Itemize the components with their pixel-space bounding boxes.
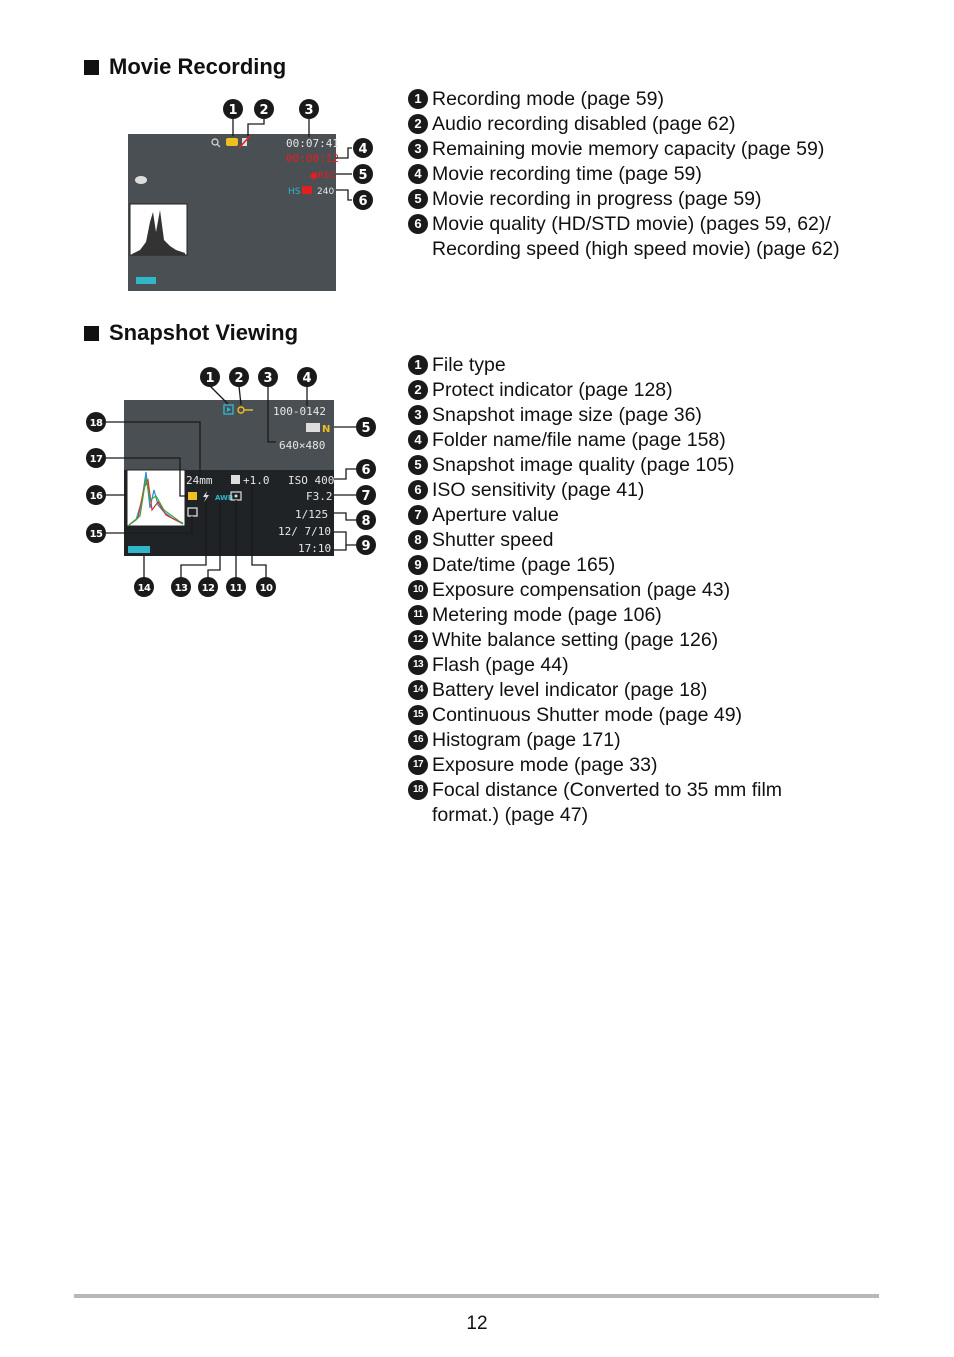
square-bullet-icon — [84, 326, 99, 341]
item-description: Date/time (page 165) — [432, 554, 616, 576]
callout-7 — [356, 485, 376, 505]
list-item — [408, 212, 840, 262]
snapshot-viewing-heading — [84, 320, 298, 346]
movie-recording-heading — [84, 54, 286, 80]
aperture-text: F3.2 — [306, 490, 333, 503]
callout-3 — [299, 99, 319, 119]
exposure-comp-text: +1.0 — [243, 474, 270, 487]
callout-4 — [297, 367, 317, 387]
svg-text:5: 5 — [361, 421, 371, 436]
list-item — [408, 503, 782, 528]
snapshot-viewing-list — [408, 353, 782, 828]
callout-1 — [223, 99, 243, 119]
svg-text:18: 18 — [89, 418, 103, 429]
item-number-badge: 5 — [408, 189, 428, 209]
item-description: Continuous Shutter mode (page 49) — [432, 704, 743, 726]
item-number-badge: 3 — [408, 139, 428, 159]
item-number-badge: 2 — [408, 114, 428, 134]
svg-text:13: 13 — [174, 583, 188, 594]
callout-4 — [353, 138, 373, 158]
callout-17 — [86, 448, 106, 468]
item-number-badge: 18 — [408, 780, 428, 800]
list-item — [408, 578, 782, 603]
battery-icon — [128, 546, 150, 553]
list-item — [408, 112, 840, 137]
item-description: Aperture value — [432, 504, 559, 526]
movie-recording-diagram — [80, 92, 380, 298]
svg-text:8: 8 — [361, 514, 371, 529]
item-number-badge: 1 — [408, 355, 428, 375]
list-item — [408, 137, 840, 162]
item-description: White balance setting (page 126) — [432, 629, 719, 651]
item-description: Focal distance (Converted to 35 mm film format.) (page 47) — [432, 779, 783, 826]
svg-text:1: 1 — [228, 103, 238, 118]
snapshot-viewing-diagram — [80, 360, 390, 605]
svg-text:16: 16 — [89, 491, 103, 502]
item-description: Movie recording time (page 59) — [432, 163, 702, 185]
item-number-badge: 3 — [408, 405, 428, 425]
battery-icon — [136, 277, 156, 284]
list-item — [408, 653, 782, 678]
item-description: Snapshot image quality (page 105) — [432, 454, 735, 476]
item-number-badge: 2 — [408, 380, 428, 400]
svg-text:2: 2 — [234, 371, 244, 386]
item-number-badge: 16 — [408, 730, 428, 750]
file-name-text: 100-0142 — [273, 405, 326, 418]
svg-text:6: 6 — [361, 463, 371, 478]
callout-15 — [86, 523, 106, 543]
item-number-badge: 10 — [408, 580, 428, 600]
callout-3 — [258, 367, 278, 387]
snapshot-viewing-title: Snapshot Viewing — [109, 320, 299, 345]
exposure-comp-icon — [231, 475, 240, 484]
exposure-mode-icon — [188, 492, 197, 500]
focal-text: 24mm — [186, 474, 213, 487]
svg-text:11: 11 — [229, 583, 243, 594]
item-number-badge: 17 — [408, 755, 428, 775]
list-item — [408, 187, 840, 212]
movie-recording-title: Movie Recording — [109, 54, 287, 79]
svg-text:12: 12 — [201, 583, 215, 594]
svg-text:15: 15 — [89, 529, 103, 540]
callout-10 — [256, 577, 276, 597]
item-description: ISO sensitivity (page 41) — [432, 479, 645, 501]
callout-9 — [356, 535, 376, 555]
stabilizer-icon — [135, 176, 147, 184]
item-description: Protect indicator (page 128) — [432, 379, 673, 401]
item-description: Histogram (page 171) — [432, 729, 621, 751]
item-number-badge: 8 — [408, 530, 428, 550]
square-bullet-icon — [84, 60, 99, 75]
item-number-badge: 11 — [408, 605, 428, 625]
item-number-badge: 5 — [408, 455, 428, 475]
speed-text: 240 — [317, 187, 335, 197]
recording-mode-icon — [226, 138, 238, 146]
list-item — [408, 703, 782, 728]
image-size-text: 640×480 — [279, 439, 326, 452]
list-item — [408, 403, 782, 428]
quality-badge-text: N — [322, 424, 331, 435]
callout-2 — [229, 367, 249, 387]
callout-14 — [134, 577, 154, 597]
list-item — [408, 87, 840, 112]
svg-text:1: 1 — [205, 371, 215, 386]
item-description: Movie quality (HD/STD movie) (pages 59, 62)/ Recording speed (high speed movie) (page 62) — [432, 213, 840, 260]
item-description: Exposure mode (page 33) — [432, 754, 658, 776]
histogram — [130, 204, 187, 255]
item-number-badge: 15 — [408, 705, 428, 725]
list-item — [408, 678, 782, 703]
item-description: Remaining movie memory capacity (page 59) — [432, 138, 825, 160]
time-remaining-text: 00:07:41 — [286, 137, 339, 150]
item-number-badge: 6 — [408, 480, 428, 500]
svg-text:5: 5 — [358, 168, 368, 183]
quality-text: HS — [288, 187, 301, 197]
list-item — [408, 553, 782, 578]
item-description: Shutter speed — [432, 529, 554, 551]
iso-text: ISO 400 — [288, 474, 335, 487]
list-item — [408, 528, 782, 553]
list-item — [408, 378, 782, 403]
item-description: Exposure compensation (page 43) — [432, 579, 731, 601]
item-description: Metering mode (page 106) — [432, 604, 662, 626]
quality-badge-icon — [302, 186, 312, 194]
item-description: Folder name/file name (page 158) — [432, 429, 726, 451]
item-description: Recording mode (page 59) — [432, 88, 664, 110]
list-item — [408, 778, 782, 828]
wb-text: AWB — [215, 494, 234, 502]
item-number-badge: 6 — [408, 214, 428, 234]
svg-text:10: 10 — [259, 583, 273, 594]
callout-18 — [86, 412, 106, 432]
item-description: Audio recording disabled (page 62) — [432, 113, 736, 135]
callout-12 — [198, 577, 218, 597]
quality-badge-icon — [306, 423, 320, 432]
callout-5 — [353, 164, 373, 184]
svg-text:9: 9 — [361, 539, 371, 554]
item-description: Snapshot image size (page 36) — [432, 404, 702, 426]
time-text: 17:10 — [298, 542, 332, 555]
item-number-badge: 9 — [408, 555, 428, 575]
callout-2 — [254, 99, 274, 119]
footer-rule — [74, 1294, 879, 1298]
svg-text:17: 17 — [89, 454, 103, 465]
item-number-badge: 12 — [408, 630, 428, 650]
callout-6 — [356, 459, 376, 479]
svg-text:7: 7 — [361, 489, 371, 504]
list-item — [408, 728, 782, 753]
item-description: Battery level indicator (page 18) — [432, 679, 708, 701]
item-number-badge: 4 — [408, 164, 428, 184]
svg-text:3: 3 — [304, 103, 314, 118]
svg-text:6: 6 — [358, 194, 368, 209]
item-description: File type — [432, 354, 506, 376]
histogram — [127, 470, 185, 526]
callout-6 — [353, 190, 373, 210]
item-description: Flash (page 44) — [432, 654, 569, 676]
rec-indicator-text: ●REC — [310, 171, 337, 181]
callout-8 — [356, 510, 376, 530]
list-item — [408, 628, 782, 653]
item-number-badge: 7 — [408, 505, 428, 525]
shutter-text: 1/125 — [295, 508, 329, 521]
callout-16 — [86, 485, 106, 505]
list-item — [408, 353, 782, 378]
list-item — [408, 753, 782, 778]
movie-recording-list — [408, 87, 840, 262]
time-recording-text: 00:00:12 — [286, 152, 339, 165]
svg-text:2: 2 — [259, 103, 269, 118]
callout-11 — [226, 577, 246, 597]
callout-1 — [200, 367, 220, 387]
callout-13 — [171, 577, 191, 597]
list-item — [408, 453, 782, 478]
item-description: Movie recording in progress (page 59) — [432, 188, 762, 210]
item-number-badge: 13 — [408, 655, 428, 675]
list-item — [408, 162, 840, 187]
callout-5 — [356, 417, 376, 437]
svg-text:3: 3 — [263, 371, 273, 386]
svg-text:4: 4 — [358, 142, 368, 157]
item-number-badge: 4 — [408, 430, 428, 450]
item-number-badge: 1 — [408, 89, 428, 109]
item-number-badge: 14 — [408, 680, 428, 700]
svg-text:14: 14 — [137, 583, 151, 594]
date-text: 12/ 7/10 — [278, 525, 331, 538]
list-item — [408, 478, 782, 503]
list-item — [408, 603, 782, 628]
list-item — [408, 428, 782, 453]
page-number: 12 — [466, 1313, 488, 1334]
svg-text:4: 4 — [302, 371, 312, 386]
